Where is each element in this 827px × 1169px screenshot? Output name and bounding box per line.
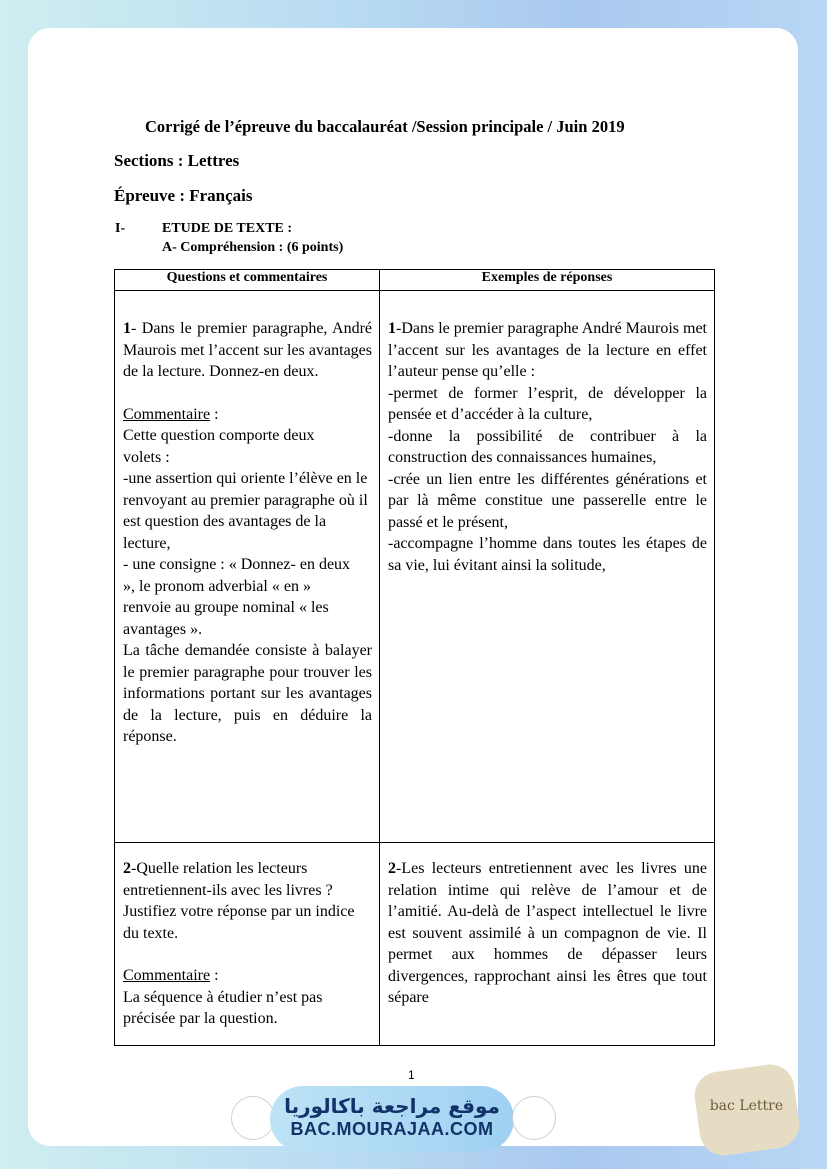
table-row: [115, 291, 715, 843]
site-logo-left: [231, 1096, 275, 1140]
sections-heading: Sections : Lettres: [114, 151, 240, 170]
answer-1-point: -permet de former l’esprit, de développer la pensée et d’accéder à la culture,: [388, 384, 707, 423]
bac-lettre-badge: bac Lettre: [692, 1061, 803, 1158]
brand-arabic-text: موقع مراجعة باكالوريا: [284, 1094, 500, 1118]
comment-1-label: Commentaire :: [123, 405, 219, 423]
brand-banner[interactable]: [270, 1086, 514, 1152]
comment-1-line: Cette question comporte deux volets :: [123, 427, 315, 466]
question-2-text: 2-Quelle relation les lecteurs entretiennent-ils avec les livres ? Justifiez votre réponse par un indice du texte.: [123, 860, 355, 942]
comment-2-label: Commentaire :: [123, 967, 219, 984]
answer-1-point: -donne la possibilité de contribuer à la construction des connaissances humaines,: [388, 427, 707, 466]
table-row: [115, 843, 715, 1046]
header-questions: Questions et commentaires: [115, 270, 380, 291]
answer-2-cell: [380, 843, 715, 1046]
brand-url-link[interactable]: BAC.MOURAJAA.COM: [290, 1119, 494, 1139]
question-1-cell: [115, 291, 380, 843]
table-header-row: [115, 270, 715, 291]
comment-1-line: -une assertion qui oriente l’élève en le renvoyant au premier paragraphe où il est question des avantages de la lecture,: [123, 470, 368, 552]
answer-1-intro: 1-Dans le premier paragraphe André Maurois met l’accent sur les avantages de la lecture en effet l’auteur pense qu’elle :: [388, 320, 707, 380]
question-2-cell: [115, 843, 380, 1046]
answer-1-point: -crée un lien entre les différentes générations et par là même constitue une passerelle entre le passé et le présent,: [388, 470, 707, 531]
qa-table: [114, 269, 715, 1046]
part-number: I-: [115, 221, 126, 236]
document-title: Corrigé de l’épreuve du baccalauréat /Session principale / Juin 2019: [145, 117, 625, 136]
question-1-text: 1- Dans le premier paragraphe, André Maurois met l’accent sur les avantages de la lecture. Donnez-en deux.: [123, 320, 372, 380]
part-subtitle: A- Compréhension : (6 points): [162, 240, 344, 255]
page-number: 1: [408, 1068, 415, 1082]
comment-1-line: - une consigne : « Donnez- en deux », le pronom adverbial « en » renvoie au groupe nominal « les avantages ».: [123, 556, 351, 638]
answer-1-cell: [380, 291, 715, 843]
header-answers: Exemples de réponses: [380, 270, 715, 291]
epreuve-heading: Épreuve : Français: [114, 186, 253, 205]
site-logo-right: [512, 1096, 556, 1140]
answer-2-text: 2-Les lecteurs entretiennent avec les livres une relation intime qui relève de l’amour et de l’amitié. Au-delà de l’aspect intellectuel le livre est souvent assimilé à un compagnon de vie. Il permet aux hommes de dépasser leurs divergences, rapprochant ainsi les êtres que tout sépare: [388, 860, 707, 1006]
comment-2-text: La séquence à étudier n’est pas précisée par la question.: [123, 988, 323, 1027]
part-title: ETUDE DE TEXTE :: [162, 221, 293, 236]
answer-1-point: -accompagne l’homme dans toutes les étapes de sa vie, lui évitant ainsi la solitude,: [388, 535, 707, 574]
comment-1-line: La tâche demandée consiste à balayer le premier paragraphe pour trouver les informations portant sur les avantages de la lecture, puis en déduire la réponse.: [123, 642, 372, 745]
